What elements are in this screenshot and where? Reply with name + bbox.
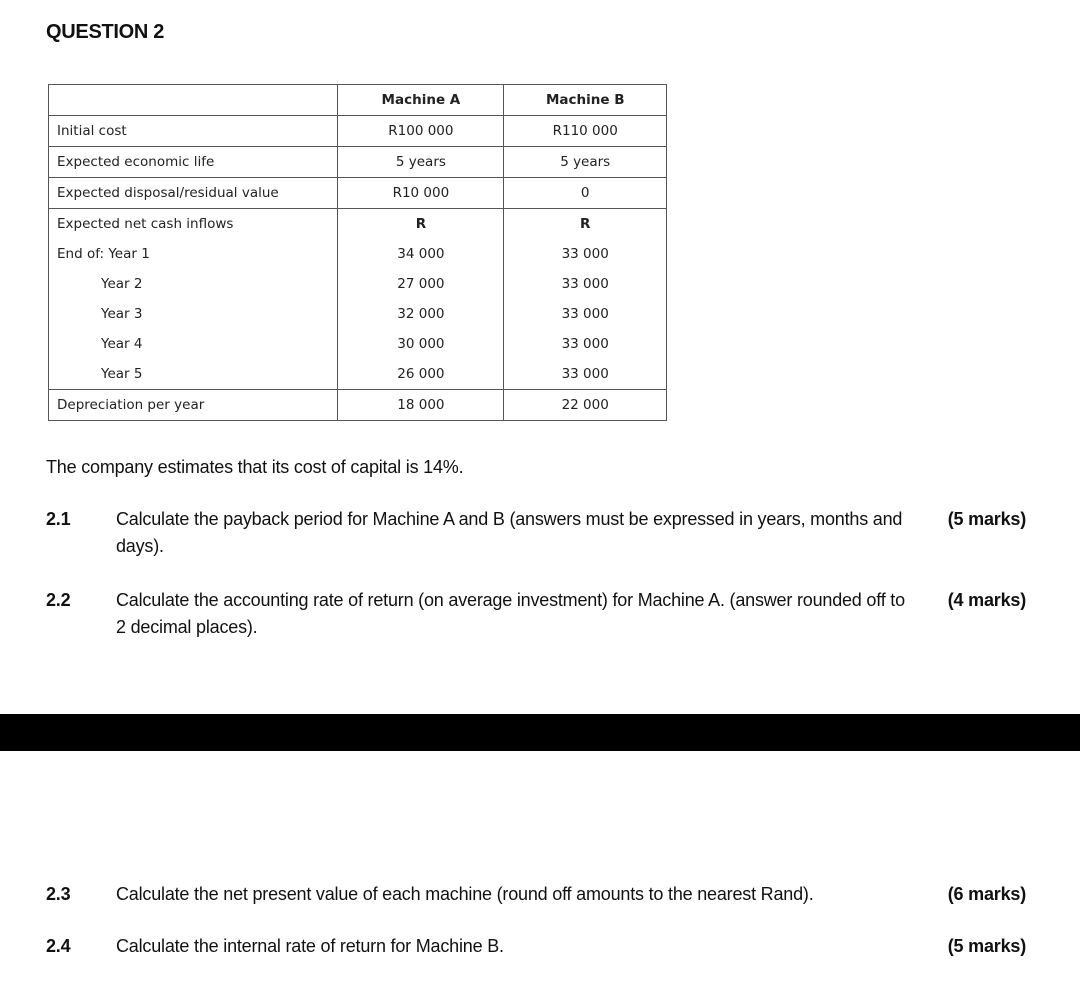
machine-b-value: R110 000 — [504, 116, 667, 147]
machine-a-value: 26 000 — [338, 359, 504, 390]
question-marks: (5 marks) — [947, 509, 1026, 529]
row-label: Expected disposal/residual value — [49, 178, 338, 209]
machine-b-value: 33 000 — [504, 269, 667, 299]
question-text: Calculate the payback period for Machine A and B (answers must be expressed in years, months and days). — [116, 509, 903, 556]
question-marks: (4 marks) — [947, 590, 1026, 610]
question-item — [46, 587, 1036, 643]
table-row — [49, 147, 667, 178]
row-label: Year 2 — [49, 269, 338, 299]
table-header-row — [49, 85, 667, 116]
machine-b-value: 0 — [504, 178, 667, 209]
cost-of-capital-statement: The company estimates that its cost of capital is 14%. — [46, 457, 464, 477]
machine-a-value: 27 000 — [338, 269, 504, 299]
table-row — [49, 116, 667, 147]
question-heading: QUESTION 2 — [46, 21, 165, 43]
machine-b-value: 33 000 — [504, 299, 667, 329]
machine-a-value: 34 000 — [338, 239, 504, 269]
machine-a-value: 32 000 — [338, 299, 504, 329]
header-machine-b: Machine B — [504, 85, 667, 116]
table-row — [49, 359, 667, 390]
table-row — [49, 269, 667, 299]
header-empty-cell — [49, 85, 338, 116]
redaction-bar — [0, 714, 1080, 751]
machine-a-value: R100 000 — [338, 116, 504, 147]
row-label: Depreciation per year — [49, 390, 338, 421]
question-item — [46, 506, 1036, 562]
machine-a-value: 18 000 — [338, 390, 504, 421]
machine-a-value: 30 000 — [338, 329, 504, 359]
question-number: 2.3 — [46, 884, 71, 904]
question-marks: (6 marks) — [947, 884, 1026, 904]
machine-b-value: 33 000 — [504, 359, 667, 390]
question-number: 2.1 — [46, 509, 71, 529]
question-item — [46, 933, 1036, 961]
question-number: 2.2 — [46, 590, 71, 610]
machine-b-value: 33 000 — [504, 329, 667, 359]
question-item — [46, 881, 1036, 909]
machine-b-value: 33 000 — [504, 239, 667, 269]
currency-unit-a: R — [338, 209, 504, 240]
row-label: End of: Year 1 — [49, 239, 338, 269]
machine-a-value: 5 years — [338, 147, 504, 178]
machine-data-table — [48, 84, 667, 421]
machine-b-value: 22 000 — [504, 390, 667, 421]
header-machine-a: Machine A — [338, 85, 504, 116]
cash-inflows-header-row — [49, 209, 667, 240]
question-number: 2.4 — [46, 936, 71, 956]
depreciation-row — [49, 390, 667, 421]
currency-unit-b: R — [504, 209, 667, 240]
table-row — [49, 239, 667, 269]
question-marks: (5 marks) — [947, 936, 1026, 956]
question-text: Calculate the internal rate of return for Machine B. — [116, 936, 504, 956]
table-row — [49, 178, 667, 209]
row-label: Year 5 — [49, 359, 338, 390]
machine-b-value: 5 years — [504, 147, 667, 178]
row-label: Initial cost — [49, 116, 338, 147]
machine-a-value: R10 000 — [338, 178, 504, 209]
row-label: Year 4 — [49, 329, 338, 359]
question-text: Calculate the net present value of each machine (round off amounts to the nearest Rand). — [116, 884, 814, 904]
row-label: Expected economic life — [49, 147, 338, 178]
table-row — [49, 299, 667, 329]
question-text: Calculate the accounting rate of return (on average investment) for Machine A. (answer rounded off to 2 decimal places). — [116, 590, 905, 637]
row-label: Expected net cash inflows — [49, 209, 338, 240]
table-row — [49, 329, 667, 359]
row-label: Year 3 — [49, 299, 338, 329]
